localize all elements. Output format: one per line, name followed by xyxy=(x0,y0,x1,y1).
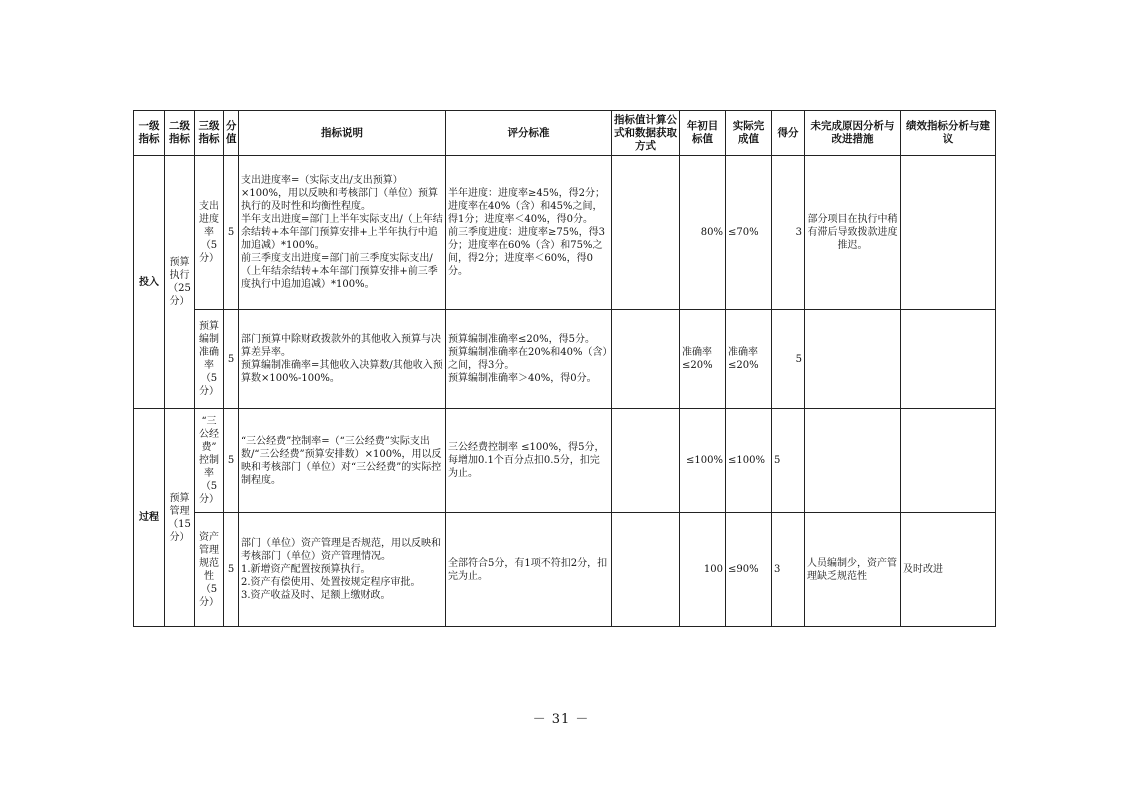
level3-cell: 预算编制准确率（5分） xyxy=(195,310,224,409)
actual-cell: ≤90% xyxy=(726,513,772,627)
score-cell: 5 xyxy=(772,409,805,513)
header-level2: 二级指标 xyxy=(165,111,195,156)
score-value-cell: 5 xyxy=(224,156,239,310)
level3-cell: “三公经费”控制率（5分） xyxy=(195,409,224,513)
table-row xyxy=(134,156,996,310)
header-indicator-desc: 指标说明 xyxy=(239,111,446,156)
suggestion-cell xyxy=(901,156,996,310)
level1-cell: 过程 xyxy=(134,409,165,627)
indicator-desc-cell: “三公经费”控制率=（“三公经费”实际支出数/“三公经费”预算安排数）×100%，用以反映和考核部门（单位）对“三公经费”的实际控制程度。 xyxy=(239,409,446,513)
header-reason: 未完成原因分析与改进措施 xyxy=(805,111,901,156)
actual-cell: ≤70% xyxy=(726,156,772,310)
target-cell: 80% xyxy=(680,156,726,310)
reason-cell xyxy=(805,310,901,409)
suggestion-cell xyxy=(901,409,996,513)
scoring-standard-cell: 全部符合5分，有1项不符扣2分，扣完为止。 xyxy=(446,513,612,627)
reason-cell xyxy=(805,409,901,513)
score-cell: 5 xyxy=(772,310,805,409)
scoring-standard-cell: 预算编制准确率≤20%，得5分。 预算编制准确率在20%和40%（含）之间，得3分。 预算编制准确率＞40%，得0分。 xyxy=(446,310,612,409)
target-cell: 准确率≤20% xyxy=(680,310,726,409)
indicator-desc-cell: 支出进度率=（实际支出/支出预算）×100%，用以反映和考核部门（单位）预算执行的及时性和均衡性程度。 半年支出进度=部门上半年实际支出/（上年结余结转+本年部门预算安排+上半年执行中追加追减）*100%。 前三季度支出进度=部门前三季度实际支出/（上年结余结转+本年部门预算安排+前三季度执行中追加追减）*100%。 xyxy=(239,156,446,310)
level2-cell: 预算管理（15分） xyxy=(165,409,195,627)
indicator-desc-cell: 部门预算中除财政拨款外的其他收入预算与决算差异率。 预算编制准确率=其他收入决算数/其他收入预算数×100%-100%。 xyxy=(239,310,446,409)
formula-cell xyxy=(612,310,680,409)
actual-cell: 准确率≤20% xyxy=(726,310,772,409)
score-value-cell: 5 xyxy=(224,310,239,409)
header-actual: 实际完成值 xyxy=(726,111,772,156)
header-score-value: 分值 xyxy=(224,111,239,156)
formula-cell xyxy=(612,156,680,310)
header-formula: 指标值计算公式和数据获取方式 xyxy=(612,111,680,156)
scoring-standard-cell: 三公经费控制率 ≤100%，得5分，每增加0.1个百分点扣0.5分，扣完为止。 xyxy=(446,409,612,513)
performance-evaluation-table xyxy=(133,110,996,627)
actual-cell: ≤100% xyxy=(726,409,772,513)
score-value-cell: 5 xyxy=(224,409,239,513)
header-scoring-standard: 评分标准 xyxy=(446,111,612,156)
header-level1: 一级指标 xyxy=(134,111,165,156)
table-row xyxy=(134,513,996,627)
level3-cell: 支出进度率（5分） xyxy=(195,156,224,310)
table-row xyxy=(134,409,996,513)
suggestion-cell: 及时改进 xyxy=(901,513,996,627)
header-level3: 三级指标 xyxy=(195,111,224,156)
reason-cell: 部分项目在执行中稍有滞后导致拨款进度推迟。 xyxy=(805,156,901,310)
level3-cell: 资产管理规范性（5分） xyxy=(195,513,224,627)
score-cell: 3 xyxy=(772,513,805,627)
score-cell: 3 xyxy=(772,156,805,310)
page-number: － 31 － xyxy=(532,712,590,727)
suggestion-cell xyxy=(901,310,996,409)
target-cell: ≤100% xyxy=(680,409,726,513)
level1-cell: 投入 xyxy=(134,156,165,409)
table-row xyxy=(134,310,996,409)
scoring-standard-cell: 半年进度：进度率≥45%，得2分；进度率在40%（含）和45%之间，得1分；进度率＜40%，得0分。 前三季度进度：进度率≥75%，得3分；进度率在60%（含）和75%之间，得2分；进度率＜60%，得0分。 xyxy=(446,156,612,310)
header-target: 年初目标值 xyxy=(680,111,726,156)
indicator-desc-cell: 部门（单位）资产管理是否规范，用以反映和考核部门（单位）资产管理情况。 1.新增资产配置按预算执行。 2.资产有偿使用、处置按规定程序审批。 3.资产收益及时、足额上缴财政。 xyxy=(239,513,446,627)
target-cell: 100 xyxy=(680,513,726,627)
table-header-row xyxy=(134,111,996,156)
formula-cell xyxy=(612,513,680,627)
formula-cell xyxy=(612,409,680,513)
reason-cell: 人员编制少，资产管理缺乏规范性 xyxy=(805,513,901,627)
score-value-cell: 5 xyxy=(224,513,239,627)
level2-cell: 预算执行（25分） xyxy=(165,156,195,409)
header-score: 得分 xyxy=(772,111,805,156)
header-suggestion: 绩效指标分析与建议 xyxy=(901,111,996,156)
